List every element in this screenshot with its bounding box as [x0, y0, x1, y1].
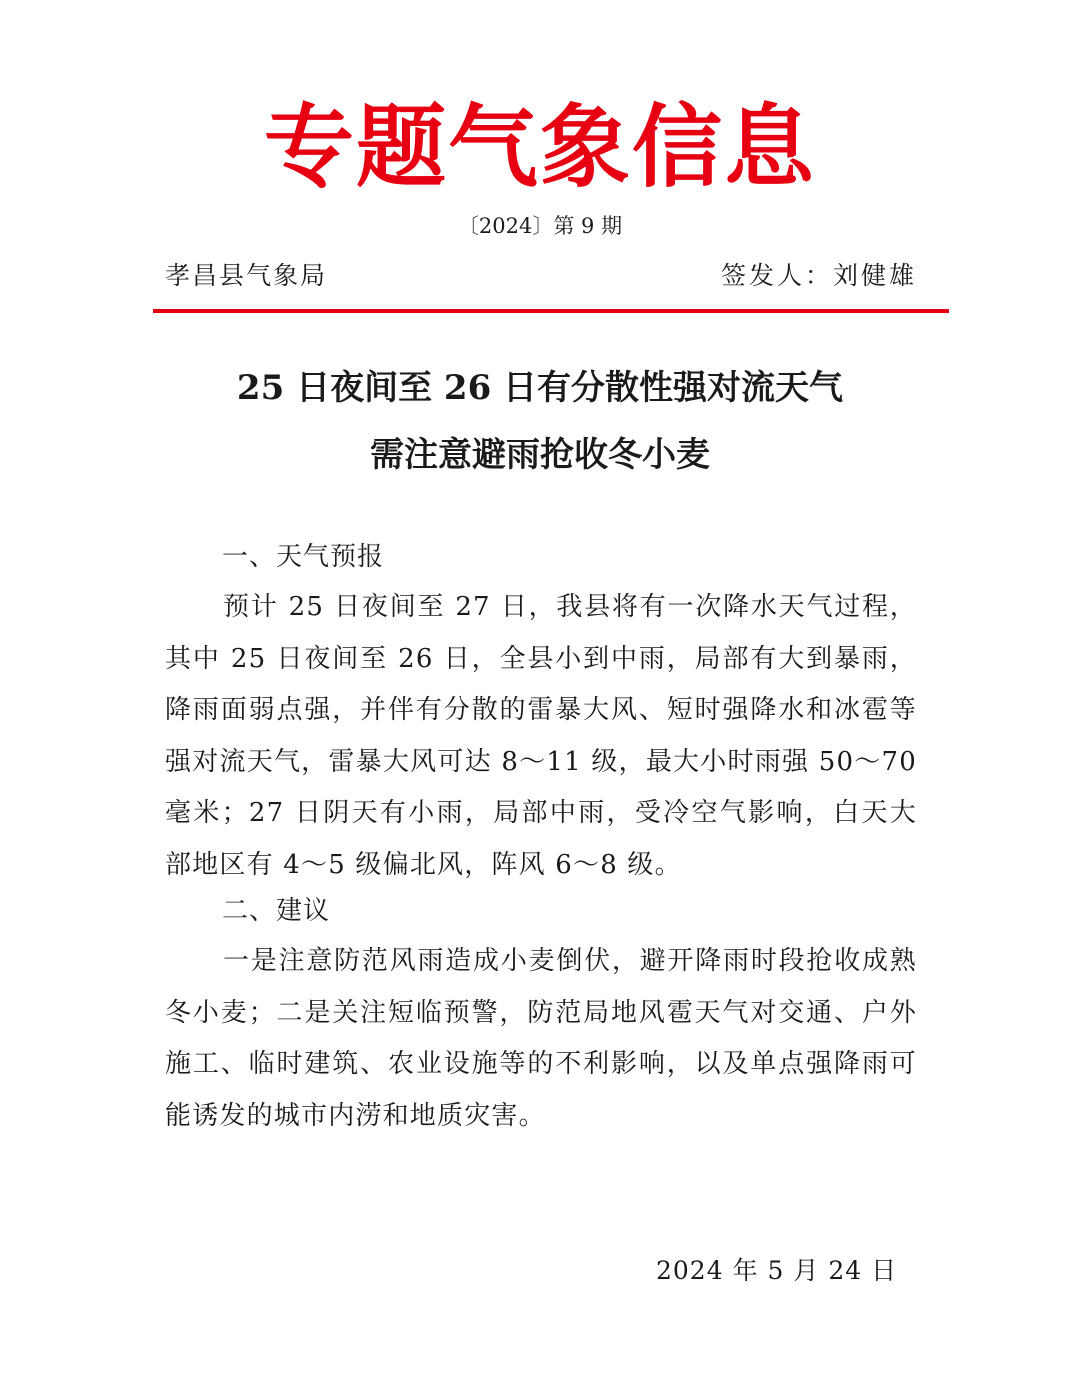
- section-heading-forecast: 一、天气预报: [222, 542, 385, 572]
- headline-line-1: 25 日夜间至 26 日有分散性强对流天气: [236, 368, 844, 408]
- issuer-name: 孝昌县气象局: [165, 261, 328, 290]
- signer: 签发人：刘健雄: [720, 261, 917, 290]
- issuer-row: [165, 258, 917, 294]
- section-body-advice: 一是注意防范风雨造成小麦倒伏，避开降雨时段抢收成熟冬小麦；二是关注短临预警，防范局地风雹天气对交通、户外施工、临时建筑、农业设施等的不利影响，以及单点强降雨可能诱发的城市内涝和地质灾害。: [165, 946, 917, 1131]
- red-divider: [153, 309, 949, 313]
- section-heading-advice: 二、建议: [222, 896, 331, 926]
- issue-number: 〔2024〕第 9 期: [457, 214, 623, 238]
- headline-line-2: 需注意避雨抢收冬小麦: [370, 435, 710, 475]
- masthead-title: 专题气象信息: [264, 94, 816, 200]
- section-body-forecast: 预计 25 日夜间至 27 日，我县将有一次降水天气过程，其中 25 日夜间至 26 日，全县小到中雨，局部有大到暴雨，降雨面弱点强，并伴有分散的雷暴大风、短时强降水和冰雹等强对流天气，雷暴大风可达 8～11 级，最大小时雨强 50～70 毫米；27 日阴天有小雨，局部中雨，受冷空气影响，白天大部地区有 4～5 级偏北风，阵风 6～8 级。: [165, 592, 917, 880]
- document-date: 2024 年 5 月 24 日: [656, 1256, 898, 1285]
